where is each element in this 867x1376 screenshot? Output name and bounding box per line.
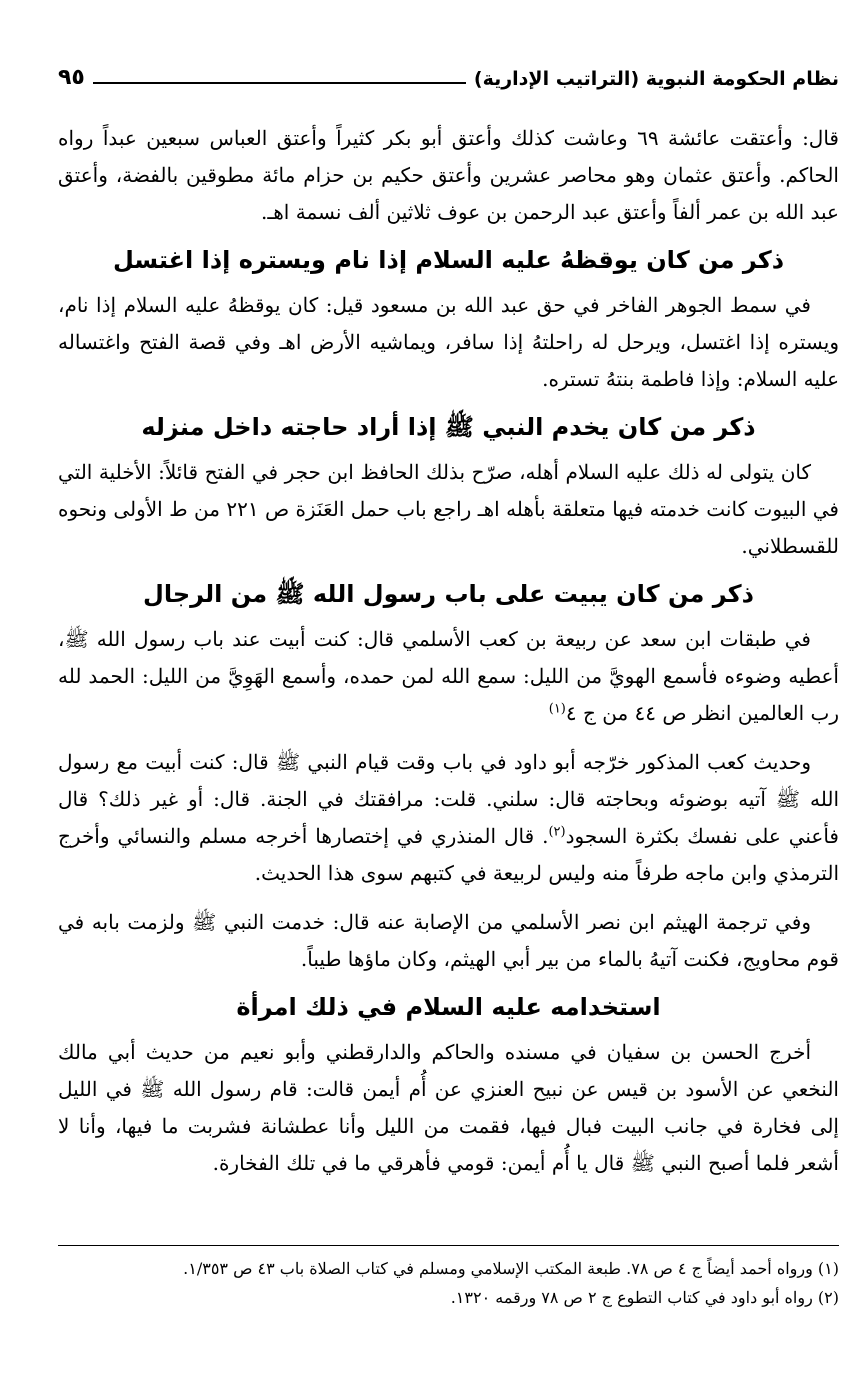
section-heading: ذكر من كان يوقظهُ عليه السلام إذا نام ويستره إذا اغتسل [112,246,785,274]
footnote-2: (٢) رواه أبو داود في كتاب التطوع ج ٢ ص ٧٨ ورقمه ١٣٢٠. [450,1288,839,1307]
paragraph-gap [58,892,839,904]
paragraph [58,744,839,892]
paragraph-text: وحديث كعب المذكور خرّجه أبو داود في باب وقت قيام النبي ﷺ قال: كنت أبيت مع رسول الله ﷺ آتيه بوضوئه وبحاجته قال: سلني. قلت: مرافقتك في الجنة. قال: أو غير ذلك؟ قال فأعني على نفسك بكثرة السجود [58,750,839,848]
paragraph-text: وفي ترجمة الهيثم ابن نصر الأسلمي من الإصابة عنه قال: خدمت النبي ﷺ ولزمت بابه في قوم محاويج، فكنت آتيهُ بالماء من بير أبي الهيثم، وكان ماؤها طيباً. [58,910,839,971]
page-body [58,120,839,1182]
paragraph-text: أخرج الحسن بن سفيان في مسنده والحاكم والدارقطني وأبو نعيم من حديث أبي مالك النخعي عن الأسود بن قيس عن نبيح العنزي عن أُم أيمن قالت: قام رسول الله ﷺ في الليل إلى فخارة في جانب البيت فبال فيها، فقمت من الليل وأنا عطشانة فشربت ما فيها، وأنا لا أشعر فلما أصبح النبي ﷺ قال يا أُم أيمن: قومي فأهرقي ما في تلك الفخارة. [58,1040,839,1175]
paragraph [58,287,839,398]
section-heading: ذكر من كان يخدم النبي ﷺ إذا أراد حاجته داخل منزله [141,413,756,441]
paragraph-text: في طبقات ابن سعد عن ربيعة بن كعب الأسلمي قال: كنت أبيت عند باب رسول الله ﷺ، أعطيه وضوءه فأسمع الهويَّ من الليل: سمع الله لمن حمده، وأسمع الهَوِيَّ من الليل: الحمد لله رب العالمين انظر ص ٤٤ من ج ٤ [58,627,839,725]
paragraph [58,621,839,732]
book-page [58,0,839,1376]
paragraph [58,454,839,565]
paragraph [58,120,839,231]
paragraph-gap [58,732,839,744]
footnote-marker: (١) [548,701,566,717]
paragraph-text-tail: . قال المنذري في إختصارها أخرجه مسلم والنسائي وأخرج الترمذي وابن ماجه طرفاً منه وليس لربيعة في كتبهم سوى هذا الحديث. [58,824,839,885]
paragraph-text: في سمط الجوهر الفاخر في حق عبد الله بن مسعود قيل: كان يوقظهُ عليه السلام إذا نام، ويستره إذا اغتسل، ويرحل له راحلتهُ إذا سافر، ويماشيه الأرض اهـ وفي قصة الفتح واغتساله عليه السلام: وإذا فاطمة بنتهُ تستره. [58,293,839,391]
running-title: نظام الحكومة النبوية (التراتيب الإدارية) [473,68,839,90]
page-number: ٩٥ [58,65,85,90]
page-header [58,54,839,90]
footnote-1: (١) ورواه أحمد أيضاً ج ٤ ص ٧٨. طبعة المكتب الإسلامي ومسلم في كتاب الصلاة باب ٤٣ ص ١/٣٥٣. [183,1259,839,1278]
footnote-marker: (٢) [548,824,566,840]
header-rule [93,82,466,84]
footnotes [58,1245,839,1312]
footnote-rule [58,1245,839,1246]
paragraph [58,904,839,978]
paragraph [58,1034,839,1182]
section-heading: استخدامه عليه السلام في ذلك امرأة [236,993,661,1021]
paragraph-text: قال: وأعتقت عائشة ٦٩ وعاشت كذلك وأعتق أبو بكر كثيراً وأعتق العباس سبعين عبداً رواه الحاكم. وأعتق عثمان وهو محاصر عشرين وأعتق حكيم بن حزام مائة مطوقين بالفضة، وأعتق عبد الله بن عمر ألفاً وأعتق عبد الرحمن بن عوف ثلاثين ألف نسمة اهـ. [58,126,839,224]
paragraph-text: كان يتولى له ذلك عليه السلام أهله، صرّح بذلك الحافظ ابن حجر في الفتح قائلاً: الأخلية التي في البيوت كانت خدمته فيها متعلقة بأهله اهـ راجع باب حمل العَنَزة ص ٢٢١ من ط الأولى ونحوه للقسطلاني. [58,460,839,558]
section-heading: ذكر من كان يبيت على باب رسول الله ﷺ من الرجال [143,580,754,608]
